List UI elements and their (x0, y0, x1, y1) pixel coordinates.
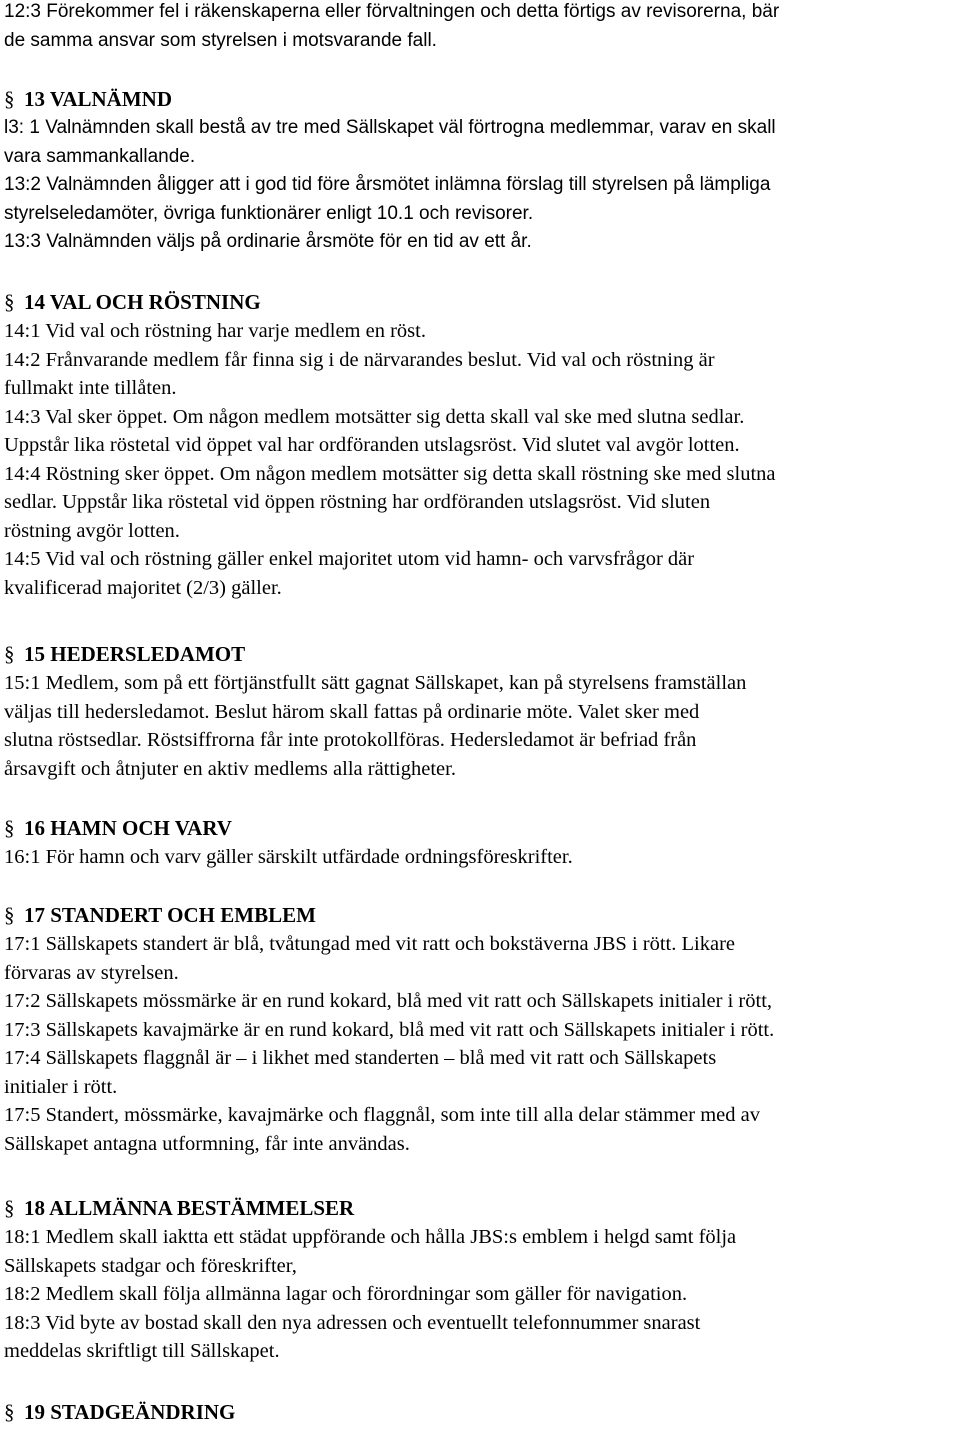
text-line: vara sammankallande. (4, 145, 196, 167)
section-sign: § (4, 903, 15, 927)
text-line: 14:1 Vid val och röstning har varje medlem en röst. (4, 320, 426, 342)
text-line: Sällskapets stadgar och föreskrifter, (4, 1254, 297, 1277)
section-heading (4, 290, 261, 315)
section-title: 17 STANDERT OCH EMBLEM (24, 903, 316, 927)
text-line: årsavgift och åtnjuter en aktiv medlems alla rättigheter. (4, 757, 456, 780)
paragraph (4, 1223, 954, 1366)
section-title: 15 HEDERSLEDAMOT (24, 642, 246, 666)
section-sign: § (4, 87, 15, 111)
section-title: 14 VAL OCH RÖSTNING (24, 290, 261, 314)
section-sign: § (4, 1400, 15, 1424)
section-heading (4, 1400, 235, 1425)
section-heading (4, 816, 232, 841)
paragraph (4, 669, 954, 783)
text-line: de samma ansvar som styrelsen i motsvarande fall. (4, 29, 437, 51)
text-line: 17:2 Sällskapets mössmärke är en rund kokard, blå med vit ratt och Sällskapets initialer i rött, (4, 990, 773, 1012)
paragraph (4, 114, 954, 257)
text-line: 17:3 Sällskapets kavajmärke är en rund kokard, blå med vit ratt och Sällskapets initialer i rött. (4, 1018, 775, 1041)
text-line: initialer i rött. (4, 1075, 118, 1098)
section-sign: § (4, 290, 15, 314)
text-line: 18:2 Medlem skall följa allmänna lagar och förordningar som gäller för navigation. (4, 1283, 688, 1305)
text-line: 18:3 Vid byte av bostad skall den nya adressen och eventuellt telefonnummer snarast (4, 1311, 701, 1334)
text-line: 14:4 Röstning sker öppet. Om någon medlem motsätter sig detta skall röstning ske med slutna (4, 462, 776, 485)
text-line: väljas till hedersledamot. Beslut härom skall fattas på ordinarie möte. Valet sker med (4, 700, 700, 723)
section-sign: § (4, 642, 15, 666)
text-line: 13:2 Valnämnden åligger att i god tid före årsmötet inlämna förslag till styrelsen på lämpliga (4, 174, 771, 195)
text-line: Uppstår lika röstetal vid öppet val har ordföranden utslagsröst. Vid slutet val avgör lotten. (4, 434, 740, 456)
text-line: slutna röstsedlar. Röstsiffrorna får inte protokollföras. Hedersledamot är befriad från (4, 729, 697, 751)
text-line: 16:1 För hamn och varv gäller särskilt utfärdade ordningsföreskrifter. (4, 846, 573, 868)
text-line: röstning avgör lotten. (4, 519, 180, 542)
text-line: 17:4 Sällskapets flaggnål är – i likhet med standerten – blå med vit ratt och Sällskapets (4, 1047, 717, 1069)
paragraph (4, 0, 954, 55)
text-line: 15:1 Medlem, som på ett förtjänstfullt sätt gagnat Sällskapet, kan på styrelsens framställan (4, 672, 747, 694)
section-title: 13 VALNÄMND (24, 87, 172, 111)
text-line: fullmakt inte tillåten. (4, 377, 177, 399)
text-line: 14:3 Val sker öppet. Om någon medlem motsätter sig detta skall val ske med slutna sedlar. (4, 405, 745, 428)
text-line: förvaras av styrelsen. (4, 961, 179, 984)
text-line: 17:1 Sällskapets standert är blå, tvåtungad med vit ratt och bokstäverna JBS i rött. Likare (4, 933, 735, 955)
text-line: kvalificerad majoritet (2/3) gäller. (4, 576, 282, 599)
paragraph (4, 843, 954, 872)
section-heading (4, 87, 172, 112)
paragraph (4, 317, 954, 602)
section-heading (4, 1196, 354, 1221)
text-line: styrelseledamöter, övriga funktionärer enligt 10.1 och revisorer. (4, 202, 534, 224)
section-sign: § (4, 816, 15, 840)
text-line: 14:5 Vid val och röstning gäller enkel majoritet utom vid hamn- och varvsfrågor där (4, 548, 695, 570)
section-title: 18 ALLMÄNNA BESTÄMMELSER (24, 1196, 355, 1220)
text-line: sedlar. Uppstår lika röstetal vid öppen röstning har ordföranden utslagsröst. Vid sluten (4, 491, 711, 513)
section-heading (4, 642, 245, 667)
text-line: 12:3 Förekommer fel i räkenskaperna eller förvaltningen och detta förtigs av revisorerna, bär (4, 1, 780, 22)
text-line: Sällskapet antagna utformning, får inte användas. (4, 1132, 410, 1155)
section-title: 16 HAMN OCH VARV (24, 816, 232, 840)
section-title: 19 STADGEÄNDRING (24, 1400, 236, 1424)
section-heading (4, 903, 316, 928)
text-line: 13:3 Valnämnden väljs på ordinarie årsmöte för en tid av ett år. (4, 231, 532, 252)
paragraph (4, 930, 954, 1158)
text-line: 14:2 Frånvarande medlem får finna sig i de närvarandes beslut. Vid val och röstning är (4, 348, 715, 371)
text-line: 18:1 Medlem skall iaktta ett städat uppförande och hålla JBS:s emblem i helgd samt följa (4, 1226, 737, 1248)
text-line: l3: 1 Valnämnden skall bestå av tre med Sällskapet väl förtrogna medlemmar, varav en skall (4, 117, 776, 138)
text-line: 17:5 Standert, mössmärke, kavajmärke och flaggnål, som inte till alla delar stämmer med av (4, 1104, 760, 1126)
section-sign: § (4, 1196, 15, 1220)
text-line: meddelas skriftligt till Sällskapet. (4, 1340, 280, 1362)
